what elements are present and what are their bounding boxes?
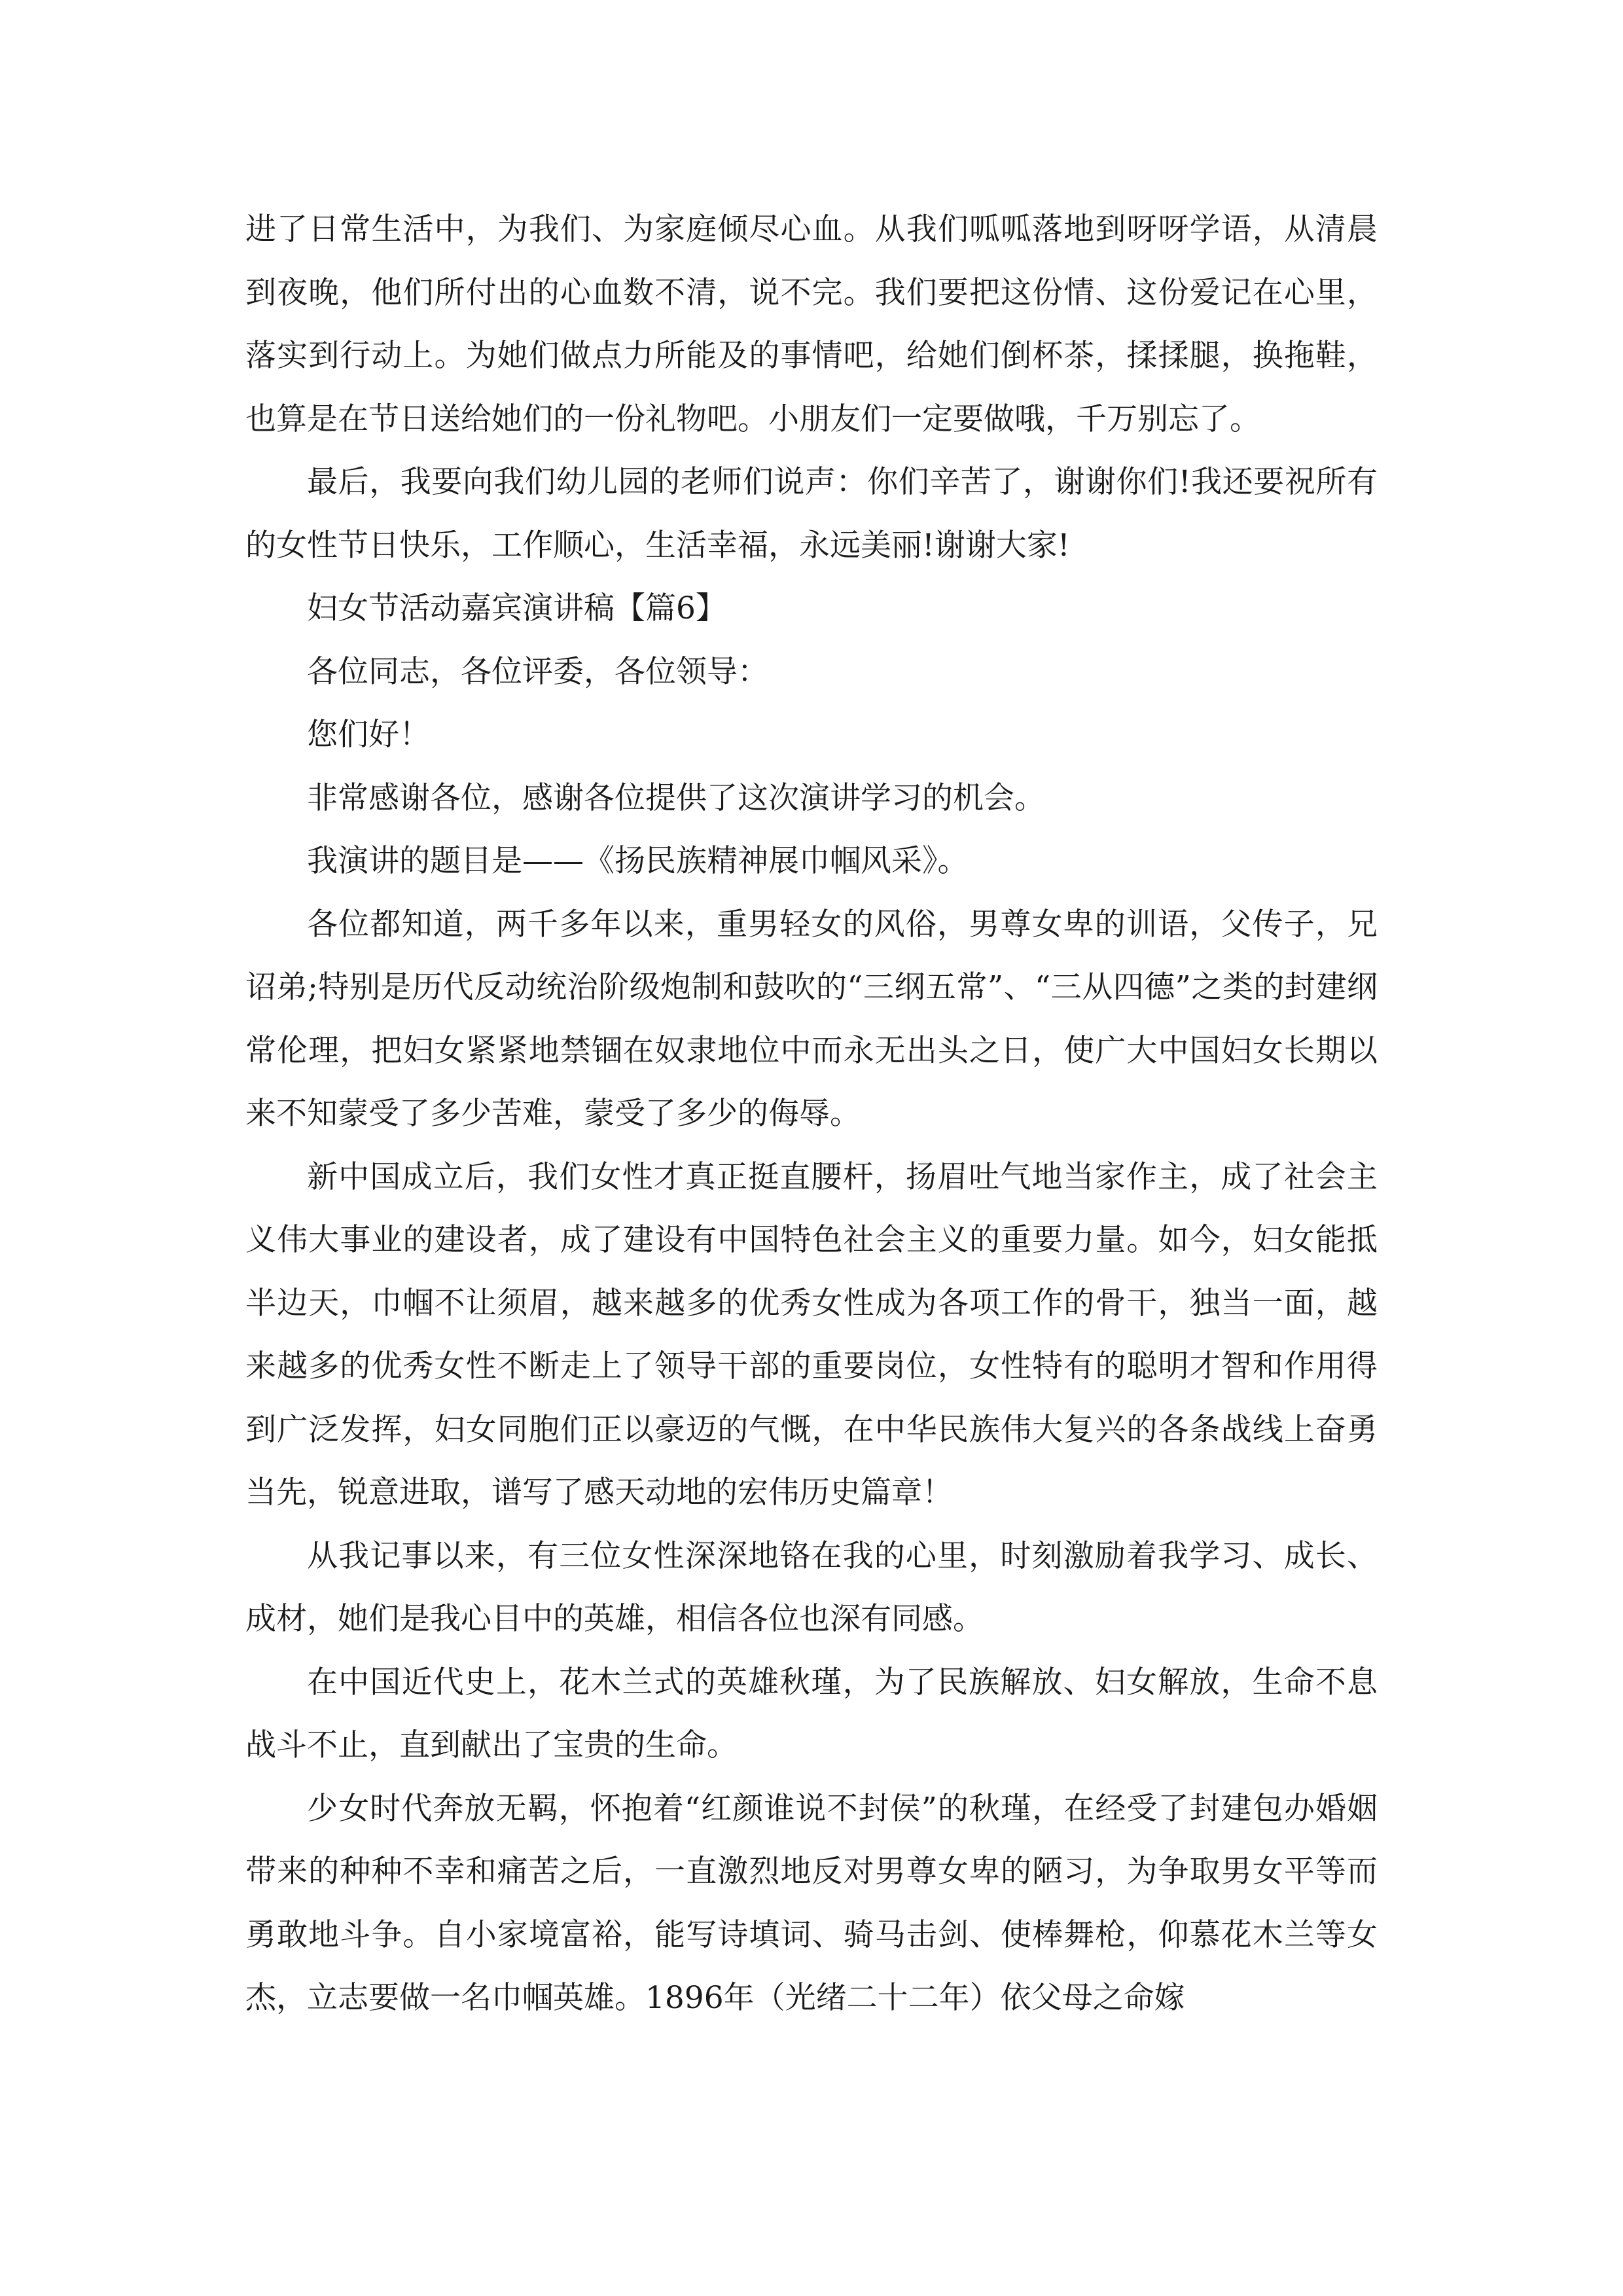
speech-title-line: 我演讲的题目是——《扬民族精神展巾帼风采》。 (307, 843, 969, 879)
paragraph-closing-thanks: 最后，我要向我们幼儿园的老师们说声：你们辛苦了，谢谢你们!我还要祝所有的女性节日快乐，工作顺心，生活幸福，永远美丽!谢谢大家! (245, 464, 1378, 564)
section-heading: 妇女节活动嘉宾演讲稿【篇6】 (307, 590, 726, 626)
greeting: 您们好！ (307, 717, 430, 753)
paragraph-thanks: 非常感谢各位，感谢各位提供了这次演讲学习的机会。 (307, 780, 1045, 816)
paragraph-three-women: 从我记事以来，有三位女性深深地铬在我的心里，时刻激励着我学习、成长、成材，她们是我心目中的英雄，相信各位也深有同感。 (245, 1537, 1378, 1637)
paragraph-qiu-jin-intro: 在中国近代史上，花木兰式的英雄秋瑾，为了民族解放、妇女解放，生命不息战斗不止，直到献出了宝贵的生命。 (245, 1664, 1378, 1763)
paragraph-history: 各位都知道，两千多年以来，重男轻女的风俗，男尊女卑的训语，父传子，兄诏弟;特别是历代反动统治阶级炮制和鼓吹的“三纲五常”、“三从四德”之类的封建纲常伦理，把妇女紧紧地禁锢在奴隶地位中而永无出头之日，使广大中国妇女长期以来不知蒙受了多少苦难，蒙受了多少的侮辱。 (245, 906, 1378, 1132)
document-body (245, 198, 1378, 2030)
paragraph-continuation: 进了日常生活中，为我们、为家庭倾尽心血。从我们呱呱落地到呀呀学语，从清晨到夜晚，他们所付出的心血数不清，说不完。我们要把这份情、这份爱记在心里，落实到行动上。为她们做点力所能及的事情吧，给她们倒杯茶，揉揉腿，换拖鞋，也算是在节日送给她们的一份礼物吧。小朋友们一定要做哦，千万别忘了。 (245, 211, 1378, 437)
salutation: 各位同志，各位评委，各位领导： (307, 653, 768, 690)
paragraph-qiu-jin-youth: 少女时代奔放无羁，怀抱着“红颜谁说不封侯”的秋瑾，在经受了封建包办婚姻带来的种种不幸和痛苦之后，一直激烈地反对男尊女卑的陋习，为争取男女平等而勇敢地斗争。自小家境富裕，能写诗填词、骑马击剑、使棒舞枪，仰慕花木兰等女杰，立志要做一名巾帼英雄。1896年（光绪二十二年）依父母之命嫁 (245, 1790, 1378, 2016)
paragraph-new-china: 新中国成立后，我们女性才真正挺直腰杆，扬眉吐气地当家作主，成了社会主义伟大事业的建设者，成了建设有中国特色社会主义的重要力量。如今，妇女能抵半边天，巾帼不让须眉，越来越多的优秀女性成为各项工作的骨干，独当一面，越来越多的优秀女性不断走上了领导干部的重要岗位，女性特有的聪明才智和作用得到广泛发挥，妇女同胞们正以豪迈的气慨，在中华民族伟大复兴的各条战线上奋勇当先，锐意进取，谱写了感天动地的宏伟历史篇章！ (245, 1158, 1378, 1511)
